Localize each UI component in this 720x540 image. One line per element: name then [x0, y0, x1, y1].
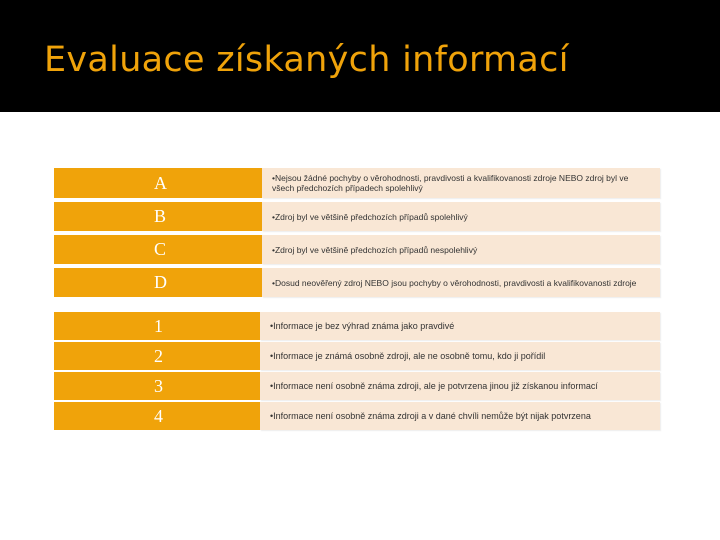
- row-label: 1: [54, 312, 264, 340]
- row-label: 4: [54, 402, 264, 430]
- row-label: A: [54, 168, 264, 198]
- row-label: B: [54, 202, 264, 231]
- row-description: •Nejsou žádné pochyby o věrohodnosti, pravdivosti a kvalifikovanosti zdroje NEBO zdroj byl ve všech předchozích případech spolehlivý: [262, 168, 660, 198]
- page-title: Evaluace získaných informací: [44, 40, 569, 80]
- row-label: 2: [54, 342, 264, 370]
- row-description: •Informace je známá osobně zdroji, ale ne osobně tomu, kdo ji pořídil: [260, 342, 660, 370]
- row-label: C: [54, 235, 264, 264]
- row-description: •Informace není osobně známa zdroji, ale je potvrzena jinou již získanou informací: [260, 372, 660, 400]
- row-label: 3: [54, 372, 264, 400]
- row-description: •Zdroj byl ve většině předchozích případů nespolehlivý: [262, 235, 660, 264]
- row-description: •Dosud neověřený zdroj NEBO jsou pochyby o věrohodnosti, pravdivosti a kvalifikovanosti zdroje: [262, 268, 660, 297]
- row-description: •Zdroj byl ve většině předchozích případů spolehlivý: [262, 202, 660, 231]
- row-description: •Informace je bez výhrad známa jako pravdivé: [260, 312, 660, 340]
- content-area: [0, 112, 720, 540]
- row-description: •Informace není osobně známa zdroji a v dané chvíli nemůže být nijak potvrzena: [260, 402, 660, 430]
- row-label: D: [54, 268, 264, 297]
- title-bar: [0, 0, 720, 112]
